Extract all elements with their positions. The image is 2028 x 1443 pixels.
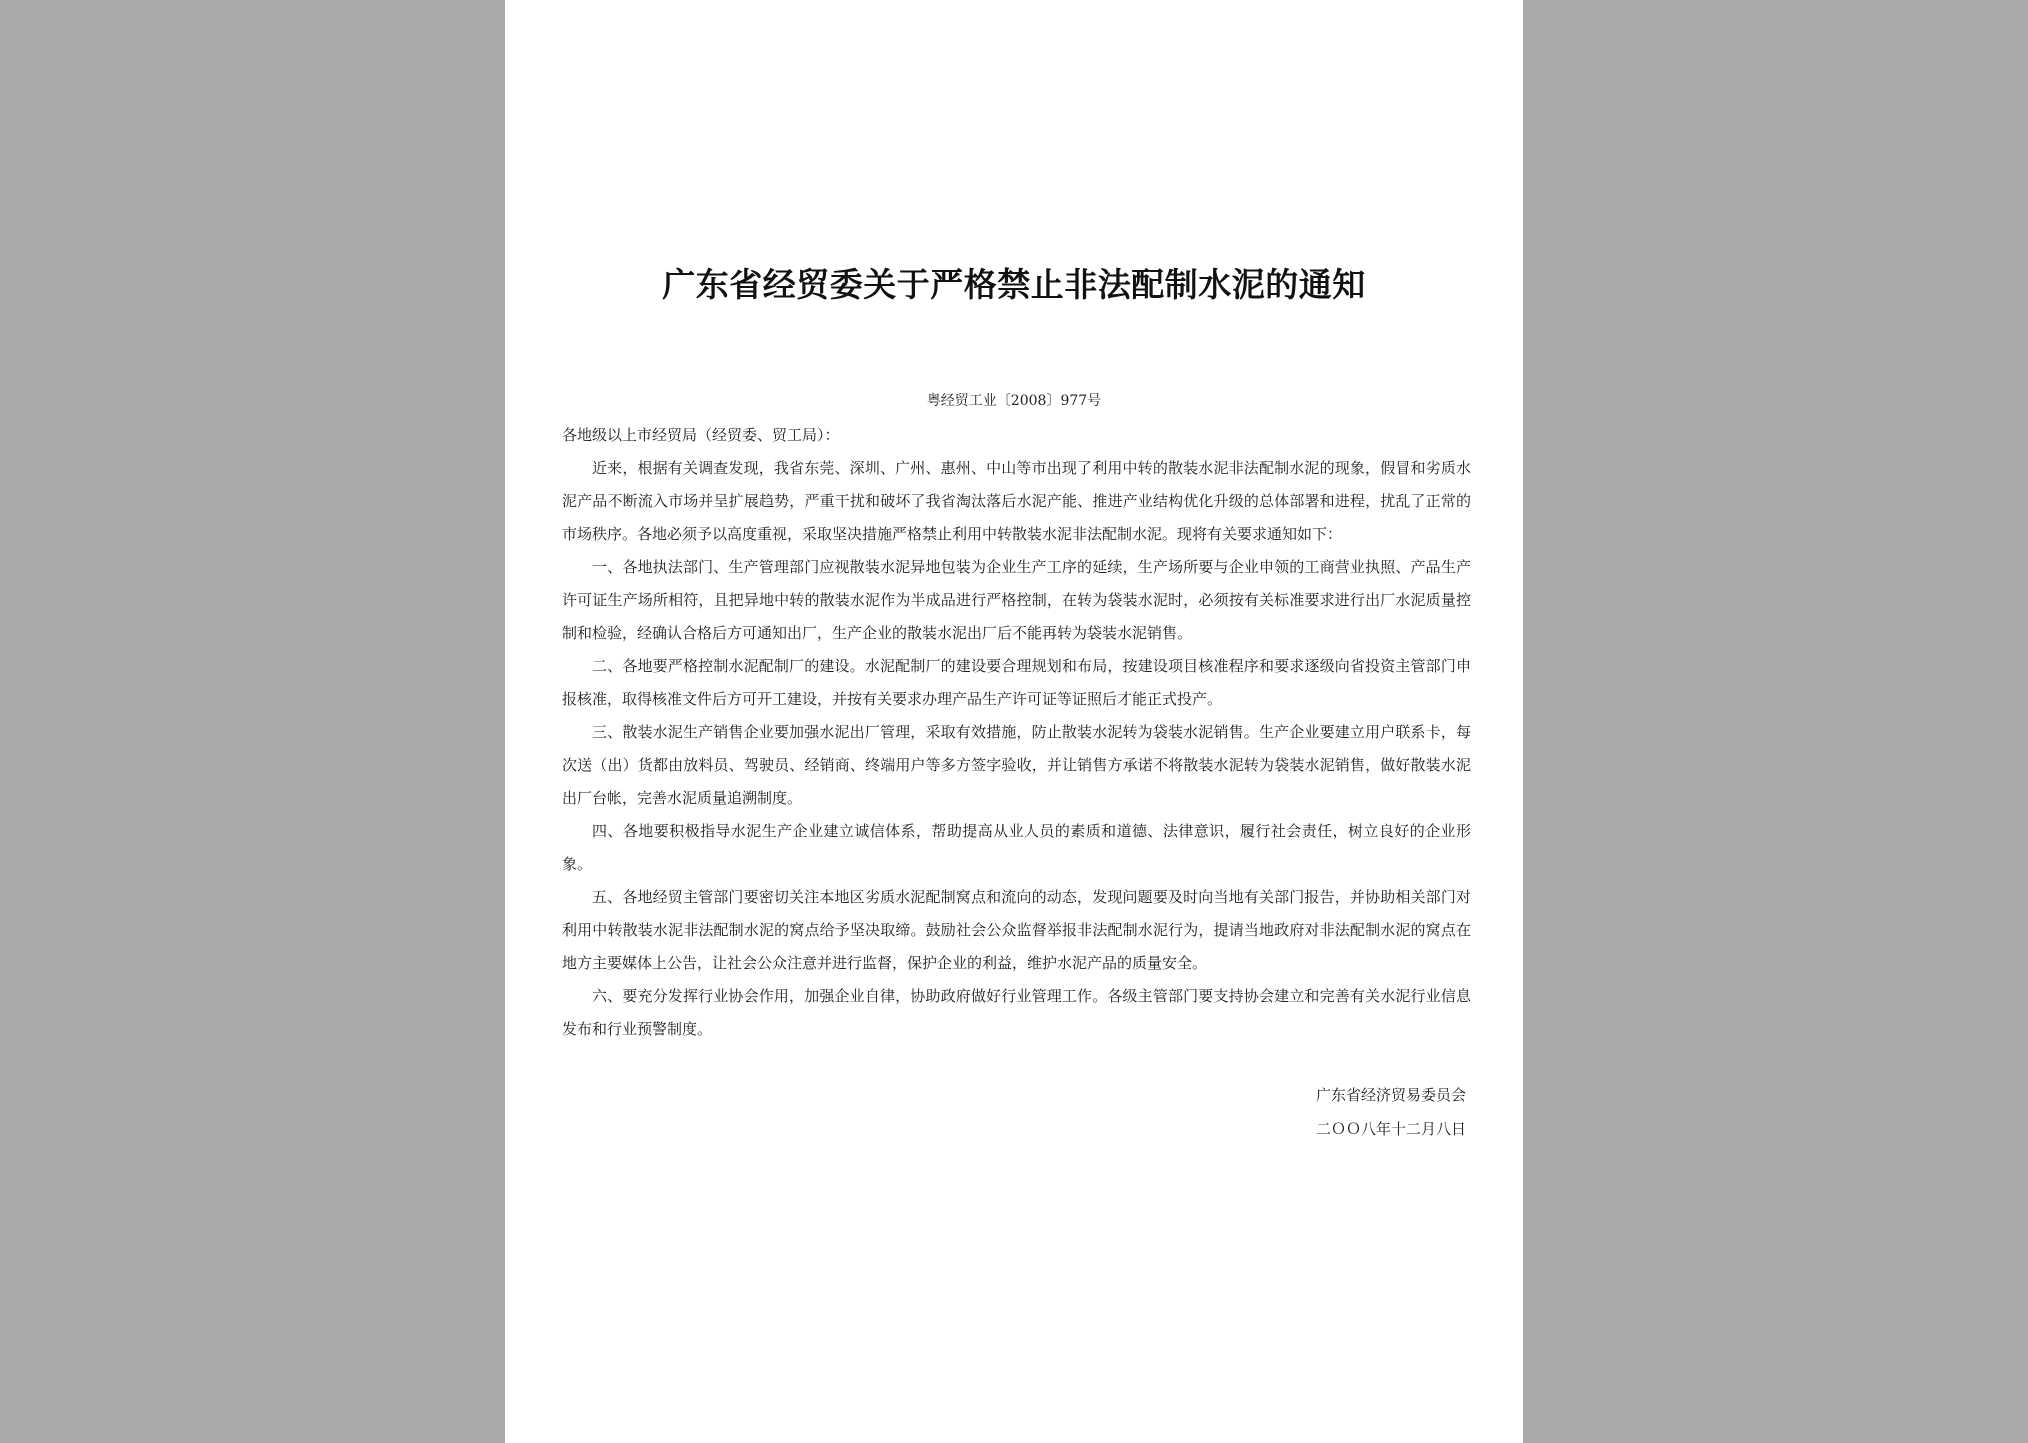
paragraph-item-2: 二、各地要严格控制水泥配制厂的建设。水泥配制厂的建设要合理规划和布局，按建设项目核准程序和要求逐级向省投资主管部门申报核准，取得核准文件后方可开工建设，并按有关要求办理产品生产许可证等证照后才能正式投产。 <box>562 657 1471 708</box>
paragraph-intro: 近来，根据有关调查发现，我省东莞、深圳、广州、惠州、中山等市出现了利用中转的散装水泥非法配制水泥的现象，假冒和劣质水泥产品不断流入市场并呈扩展趋势，严重干扰和破坏了我省淘汰落后水泥产能、推进产业结构优化升级的总体部署和进程，扰乱了正常的市场秩序。各地必须予以高度重视，采取坚决措施严格禁止利用中转散装水泥非法配制水泥。现将有关要求通知如下： <box>562 459 1471 543</box>
document-body <box>562 419 1471 1046</box>
paragraph-item-4: 四、各地要积极指导水泥生产企业建立诚信体系，帮助提高从业人员的素质和道德、法律意识，履行社会责任，树立良好的企业形象。 <box>562 822 1471 873</box>
document-number: 粤经贸工业〔2008〕977号 <box>926 393 1102 409</box>
signature-block <box>1316 1078 1466 1146</box>
paragraph-item-5: 五、各地经贸主管部门要密切关注本地区劣质水泥配制窝点和流向的动态，发现问题要及时向当地有关部门报告，并协助相关部门对利用中转散装水泥非法配制水泥的窝点给予坚决取缔。鼓励社会公众监督举报非法配制水泥行为，提请当地政府对非法配制水泥的窝点在地方主要媒体上公告，让社会公众注意并进行监督，保护企业的利益，维护水泥产品的质量安全。 <box>562 888 1471 972</box>
salutation: 各地级以上市经贸局（经贸委、贸工局）： <box>562 426 840 444</box>
document-title: 广东省经贸委关于严格禁止非法配制水泥的通知 <box>662 265 1366 304</box>
paragraph-item-1: 一、各地执法部门、生产管理部门应视散装水泥异地包装为企业生产工序的延续，生产场所要与企业申领的工商营业执照、产品生产许可证生产场所相符，且把异地中转的散装水泥作为半成品进行严格控制，在转为袋装水泥时，必须按有关标准要求进行出厂水泥质量控制和检验，经确认合格后方可通知出厂，生产企业的散装水泥出厂后不能再转为袋装水泥销售。 <box>562 558 1471 642</box>
issuer-name: 广东省经济贸易委员会 <box>1315 1086 1466 1104</box>
paragraph-item-3: 三、散装水泥生产销售企业要加强水泥出厂管理，采取有效措施，防止散装水泥转为袋装水泥销售。生产企业要建立用户联系卡，每次送（出）货都由放料员、驾驶员、经销商、终端用户等多方签字验收，并让销售方承诺不将散装水泥转为袋装水泥销售，做好散装水泥出厂台帐，完善水泥质量追溯制度。 <box>562 723 1471 807</box>
issue-date: 二ＯＯ八年十二月八日 <box>1315 1120 1466 1138</box>
document-page <box>505 0 1523 1443</box>
paragraph-item-6: 六、要充分发挥行业协会作用，加强企业自律，协助政府做好行业管理工作。各级主管部门要支持协会建立和完善有关水泥行业信息发布和行业预警制度。 <box>562 987 1471 1038</box>
